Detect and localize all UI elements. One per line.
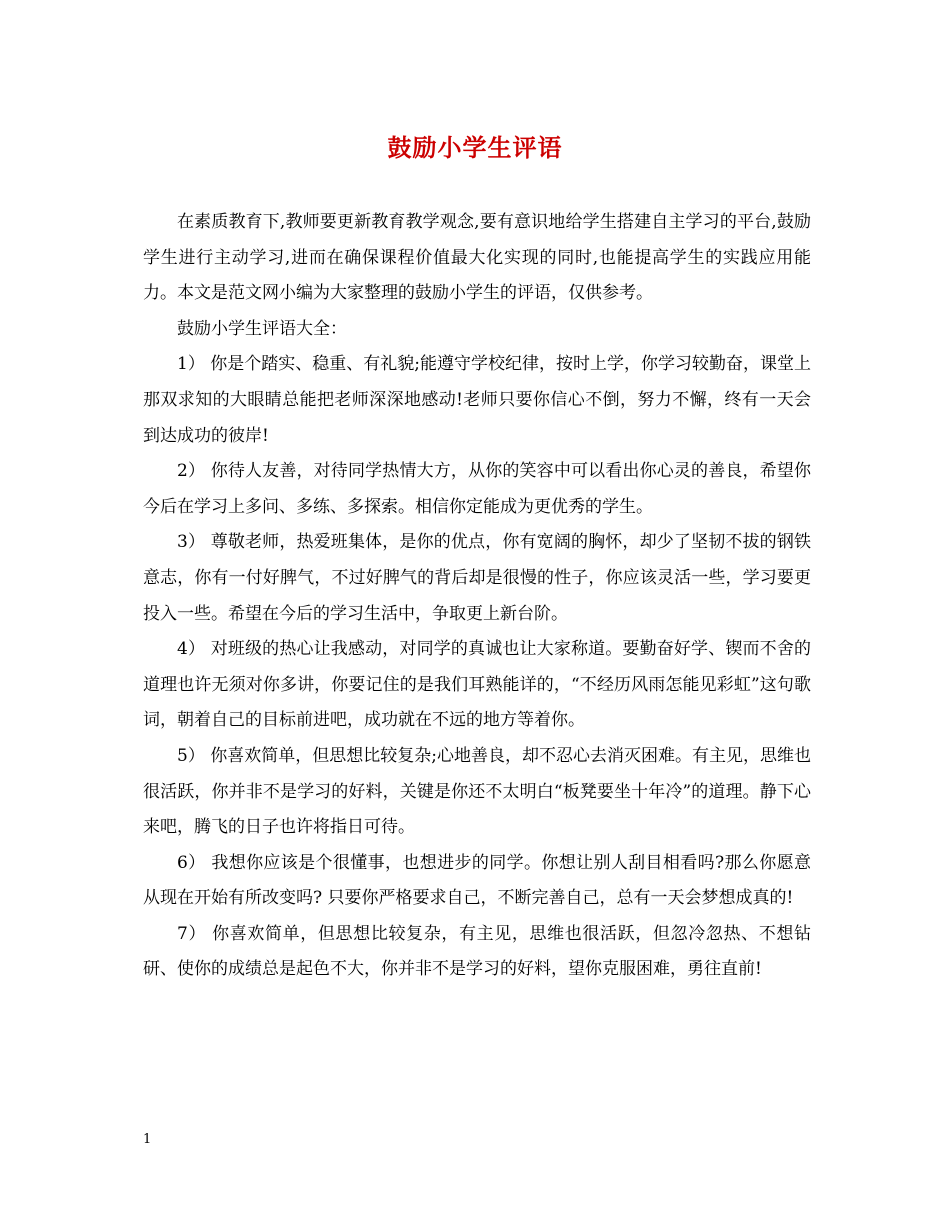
- comment-item-2: 2） 你待人友善，对待同学热情大方，从你的笑容中可以看出你心灵的善良，希望你今后在学习上多问、多练、多探索。相信你定能成为更优秀的学生。: [143, 461, 811, 517]
- comment-item-3: 3） 尊敬老师，热爱班集体，是你的优点，你有宽阔的胸怀，却少了坚韧不拔的钢铁意志，你有一付好脾气，不过好脾气的背后却是很慢的性子，你应该灵活一些，学习要更投入一些。希望在今后的学习生活中，争取更上新台阶。: [143, 532, 811, 624]
- document-body: [143, 205, 811, 988]
- section-heading: 鼓励小学生评语大全：: [177, 318, 347, 339]
- comment-item-6: 6） 我想你应该是个很懂事，也想进步的同学。你想让别人刮目相看吗?那么你愿意从现在开始有所改变吗? 只要你严格要求自己，不断完善自己，总有一天会梦想成真的!: [143, 852, 811, 909]
- comment-item-5: 5） 你喜欢简单，但思想比较复杂;心地善良，却不忍心去消灭困难。有主见，思维也很活跃，你并非不是学习的好料，关键是你还不太明白“板凳要坐十年冷”的道理。静下心来吧，腾飞的日子也许将指日可待。: [143, 745, 811, 838]
- document-title: 鼓励小学生评语: [387, 133, 563, 162]
- comment-item-1: 1） 你是个踏实、稳重、有礼貌;能遵守学校纪律，按时上学，你学习较勤奋，课堂上那双求知的大眼睛总能把老师深深地感动!老师只要你信心不倒，努力不懈，终有一天会到达成功的彼岸!: [143, 354, 811, 446]
- comment-item-4: 4） 对班级的热心让我感动，对同学的真诚也让大家称道。要勤奋好学、锲而不舍的道理也许无须对你多讲，你要记住的是我们耳熟能详的，“不经历风雨怎能见彩虹”这句歌词，朝着自己的目标前进吧，成功就在不远的地方等着你。: [143, 639, 811, 731]
- page-number: 1: [143, 1132, 152, 1147]
- intro-paragraph: 在素质教育下,教师要更新教育教学观念,要有意识地给学生搭建自主学习的平台,鼓励学生进行主动学习,进而在确保课程价值最大化实现的同时,也能提高学生的实践应用能力。本文是范文网小编为大家整理的鼓励小学生的评语，仅供参考。: [143, 212, 811, 304]
- comment-item-7: 7） 你喜欢简单，但思想比较复杂，有主见，思维也很活跃，但忽冷忽热、不想钻研、使你的成绩总是起色不大，你并非不是学习的好料，望你克服困难，勇往直前!: [143, 923, 811, 980]
